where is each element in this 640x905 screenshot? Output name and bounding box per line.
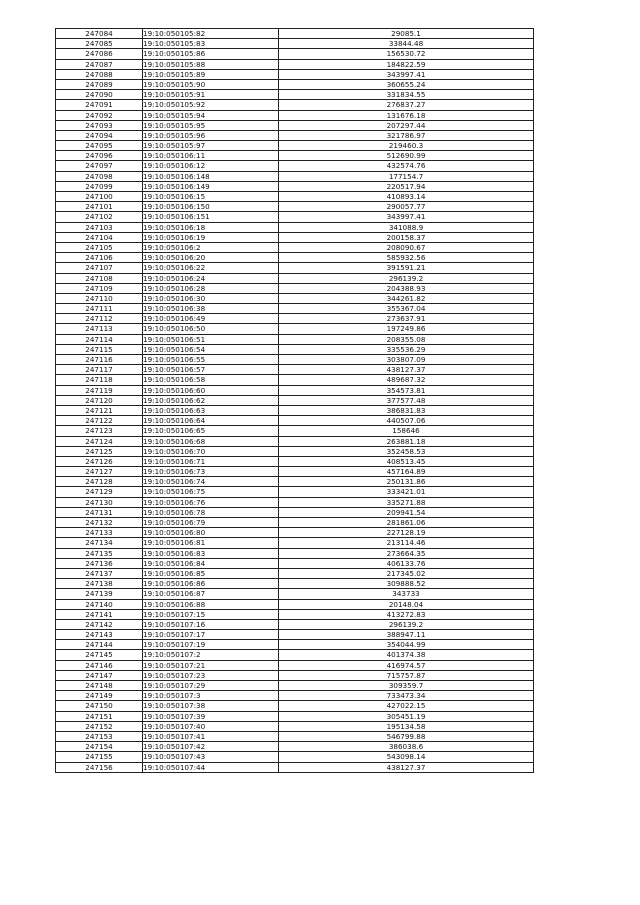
table-row bbox=[56, 222, 534, 232]
table-row bbox=[56, 650, 534, 660]
table-row bbox=[56, 334, 534, 344]
row-id-cell: 247118 bbox=[56, 375, 143, 385]
cadastral-number-cell: 19:10:050106:75 bbox=[143, 487, 279, 497]
cadastral-value-cell: 213114.46 bbox=[279, 538, 534, 548]
cadastral-value-cell: 331834.55 bbox=[279, 90, 534, 100]
cadastral-number-cell: 19:10:050106:2 bbox=[143, 242, 279, 252]
table-row bbox=[56, 477, 534, 487]
cadastral-number-cell: 19:10:050107:43 bbox=[143, 752, 279, 762]
table-row bbox=[56, 518, 534, 528]
cadastral-value-cell: 296139.2 bbox=[279, 273, 534, 283]
table-row bbox=[56, 49, 534, 59]
cadastral-number-cell: 19:10:050107:38 bbox=[143, 701, 279, 711]
cadastral-value-cell: 273664.35 bbox=[279, 548, 534, 558]
cadastral-number-cell: 19:10:050105:92 bbox=[143, 100, 279, 110]
cadastral-number-cell: 19:10:050106:81 bbox=[143, 538, 279, 548]
cadastral-number-cell: 19:10:050106:79 bbox=[143, 518, 279, 528]
table-row bbox=[56, 670, 534, 680]
cadastral-value-cell: 344261.82 bbox=[279, 293, 534, 303]
table-row bbox=[56, 436, 534, 446]
table-row bbox=[56, 212, 534, 222]
cadastral-value-cell: 432574.76 bbox=[279, 161, 534, 171]
row-id-cell: 247109 bbox=[56, 283, 143, 293]
cadastral-value-cell: 200158.37 bbox=[279, 232, 534, 242]
cadastral-number-cell: 19:10:050106:20 bbox=[143, 253, 279, 263]
cadastral-value-cell: 250131.86 bbox=[279, 477, 534, 487]
row-id-cell: 247130 bbox=[56, 497, 143, 507]
row-id-cell: 247150 bbox=[56, 701, 143, 711]
table-row bbox=[56, 141, 534, 151]
table-row bbox=[56, 395, 534, 405]
table-row bbox=[56, 640, 534, 650]
table-row bbox=[56, 630, 534, 640]
table-row bbox=[56, 130, 534, 140]
table-row bbox=[56, 599, 534, 609]
table-row bbox=[56, 568, 534, 578]
cadastral-number-cell: 19:10:050106:30 bbox=[143, 293, 279, 303]
cadastral-value-cell: 303807.09 bbox=[279, 355, 534, 365]
row-id-cell: 247136 bbox=[56, 558, 143, 568]
cadastral-number-cell: 19:10:050105:82 bbox=[143, 29, 279, 39]
cadastral-value-cell: 585932.56 bbox=[279, 253, 534, 263]
table-row bbox=[56, 579, 534, 589]
table-row bbox=[56, 589, 534, 599]
cadastral-value-cell: 386831.83 bbox=[279, 405, 534, 415]
cadastral-value-cell: 158646 bbox=[279, 426, 534, 436]
table-row bbox=[56, 324, 534, 334]
table-row bbox=[56, 39, 534, 49]
table-row bbox=[56, 752, 534, 762]
cadastral-number-cell: 19:10:050106:54 bbox=[143, 344, 279, 354]
table-row bbox=[56, 416, 534, 426]
row-id-cell: 247134 bbox=[56, 538, 143, 548]
cadastral-number-cell: 19:10:050106:63 bbox=[143, 405, 279, 415]
table-row bbox=[56, 538, 534, 548]
row-id-cell: 247127 bbox=[56, 467, 143, 477]
cadastral-value-cell: 296139.2 bbox=[279, 619, 534, 629]
table-row bbox=[56, 29, 534, 39]
cadastral-value-cell: 177154.7 bbox=[279, 171, 534, 181]
table-row bbox=[56, 293, 534, 303]
row-id-cell: 247151 bbox=[56, 711, 143, 721]
cadastral-value-cell: 131676.18 bbox=[279, 110, 534, 120]
table-row bbox=[56, 365, 534, 375]
cadastral-number-cell: 19:10:050105:95 bbox=[143, 120, 279, 130]
cadastral-value-cell: 413272.83 bbox=[279, 609, 534, 619]
cadastral-number-cell: 19:10:050106:64 bbox=[143, 416, 279, 426]
cadastral-value-cell: 352458.53 bbox=[279, 446, 534, 456]
table-row bbox=[56, 90, 534, 100]
row-id-cell: 247119 bbox=[56, 385, 143, 395]
row-id-cell: 247133 bbox=[56, 528, 143, 538]
cadastral-number-cell: 19:10:050105:89 bbox=[143, 69, 279, 79]
row-id-cell: 247090 bbox=[56, 90, 143, 100]
table-row bbox=[56, 79, 534, 89]
cadastral-value-cell: 440507.06 bbox=[279, 416, 534, 426]
table-row bbox=[56, 375, 534, 385]
row-id-cell: 247144 bbox=[56, 640, 143, 650]
row-id-cell: 247141 bbox=[56, 609, 143, 619]
cadastral-value-cell: 733473.34 bbox=[279, 691, 534, 701]
cadastral-number-cell: 19:10:050105:83 bbox=[143, 39, 279, 49]
table-row bbox=[56, 232, 534, 242]
table-row bbox=[56, 691, 534, 701]
cadastral-number-cell: 19:10:050106:88 bbox=[143, 599, 279, 609]
table-row bbox=[56, 681, 534, 691]
cadastral-value-cell: 276837.27 bbox=[279, 100, 534, 110]
cadastral-value-cell: 208090.67 bbox=[279, 242, 534, 252]
cadastral-number-cell: 19:10:050106:148 bbox=[143, 171, 279, 181]
row-id-cell: 247111 bbox=[56, 304, 143, 314]
cadastral-number-cell: 19:10:050106:60 bbox=[143, 385, 279, 395]
cadastral-value-cell: 281861.06 bbox=[279, 518, 534, 528]
row-id-cell: 247116 bbox=[56, 355, 143, 365]
table-row bbox=[56, 161, 534, 171]
table-row bbox=[56, 100, 534, 110]
cadastral-value-cell: 354044.99 bbox=[279, 640, 534, 650]
cadastral-value-cell: 354573.81 bbox=[279, 385, 534, 395]
cadastral-number-cell: 19:10:050106:68 bbox=[143, 436, 279, 446]
cadastral-number-cell: 19:10:050106:83 bbox=[143, 548, 279, 558]
cadastral-value-cell: 195134.58 bbox=[279, 721, 534, 731]
table-row bbox=[56, 467, 534, 477]
table-row bbox=[56, 609, 534, 619]
cadastral-value-cell: 360655.24 bbox=[279, 79, 534, 89]
cadastral-value-cell: 227128.19 bbox=[279, 528, 534, 538]
cadastral-number-cell: 19:10:050107:16 bbox=[143, 619, 279, 629]
row-id-cell: 247096 bbox=[56, 151, 143, 161]
cadastral-value-cell: 29085.1 bbox=[279, 29, 534, 39]
cadastral-value-cell: 20148.04 bbox=[279, 599, 534, 609]
cadastral-number-cell: 19:10:050106:80 bbox=[143, 528, 279, 538]
row-id-cell: 247154 bbox=[56, 742, 143, 752]
row-id-cell: 247120 bbox=[56, 395, 143, 405]
row-id-cell: 247126 bbox=[56, 456, 143, 466]
row-id-cell: 247099 bbox=[56, 181, 143, 191]
cadastral-number-cell: 19:10:050106:58 bbox=[143, 375, 279, 385]
table-row bbox=[56, 558, 534, 568]
row-id-cell: 247155 bbox=[56, 752, 143, 762]
cadastral-value-cell: 343997.41 bbox=[279, 69, 534, 79]
cadastral-number-cell: 19:10:050105:90 bbox=[143, 79, 279, 89]
table-row bbox=[56, 385, 534, 395]
cadastral-number-cell: 19:10:050105:96 bbox=[143, 130, 279, 140]
cadastral-number-cell: 19:10:050106:50 bbox=[143, 324, 279, 334]
cadastral-value-cell: 184822.59 bbox=[279, 59, 534, 69]
row-id-cell: 247108 bbox=[56, 273, 143, 283]
row-id-cell: 247086 bbox=[56, 49, 143, 59]
cadastral-number-cell: 19:10:050106:18 bbox=[143, 222, 279, 232]
row-id-cell: 247153 bbox=[56, 731, 143, 741]
cadastral-number-cell: 19:10:050106:12 bbox=[143, 161, 279, 171]
cadastral-value-cell: 401374.38 bbox=[279, 650, 534, 660]
table-row bbox=[56, 528, 534, 538]
cadastral-number-cell: 19:10:050106:151 bbox=[143, 212, 279, 222]
cadastral-number-cell: 19:10:050106:85 bbox=[143, 568, 279, 578]
table-row bbox=[56, 283, 534, 293]
row-id-cell: 247124 bbox=[56, 436, 143, 446]
cadastral-number-cell: 19:10:050106:73 bbox=[143, 467, 279, 477]
row-id-cell: 247149 bbox=[56, 691, 143, 701]
cadastral-number-cell: 19:10:050107:39 bbox=[143, 711, 279, 721]
cadastral-value-cell: 335271.88 bbox=[279, 497, 534, 507]
row-id-cell: 247117 bbox=[56, 365, 143, 375]
cadastral-number-cell: 19:10:050107:2 bbox=[143, 650, 279, 660]
row-id-cell: 247146 bbox=[56, 660, 143, 670]
table-row bbox=[56, 762, 534, 772]
cadastral-number-cell: 19:10:050107:15 bbox=[143, 609, 279, 619]
row-id-cell: 247093 bbox=[56, 120, 143, 130]
row-id-cell: 247097 bbox=[56, 161, 143, 171]
cadastral-value-cell: 543098.14 bbox=[279, 752, 534, 762]
table-row bbox=[56, 731, 534, 741]
cadastral-value-cell: 208355.08 bbox=[279, 334, 534, 344]
cadastral-value-cell: 156530.72 bbox=[279, 49, 534, 59]
cadastral-value-cell: 305451.19 bbox=[279, 711, 534, 721]
cadastral-value-cell: 309359.7 bbox=[279, 681, 534, 691]
cadastral-number-cell: 19:10:050105:94 bbox=[143, 110, 279, 120]
table-row bbox=[56, 59, 534, 69]
table-row bbox=[56, 253, 534, 263]
row-id-cell: 247084 bbox=[56, 29, 143, 39]
row-id-cell: 247122 bbox=[56, 416, 143, 426]
row-id-cell: 247107 bbox=[56, 263, 143, 273]
cadastral-number-cell: 19:10:050107:17 bbox=[143, 630, 279, 640]
cadastral-number-cell: 19:10:050106:22 bbox=[143, 263, 279, 273]
cadastral-value-cell: 333421.01 bbox=[279, 487, 534, 497]
cadastral-number-cell: 19:10:050106:78 bbox=[143, 507, 279, 517]
table-row bbox=[56, 701, 534, 711]
row-id-cell: 247094 bbox=[56, 130, 143, 140]
cadastral-value-cell: 309888.52 bbox=[279, 579, 534, 589]
cadastral-value-cell: 197249.86 bbox=[279, 324, 534, 334]
table-row bbox=[56, 426, 534, 436]
cadastral-number-cell: 19:10:050106:49 bbox=[143, 314, 279, 324]
table-row bbox=[56, 548, 534, 558]
cadastral-number-cell: 19:10:050106:149 bbox=[143, 181, 279, 191]
cadastral-number-cell: 19:10:050105:88 bbox=[143, 59, 279, 69]
table-row bbox=[56, 263, 534, 273]
row-id-cell: 247098 bbox=[56, 171, 143, 181]
table-row bbox=[56, 619, 534, 629]
row-id-cell: 247139 bbox=[56, 589, 143, 599]
cadastral-value-cell: 343997.41 bbox=[279, 212, 534, 222]
cadastral-value-cell: 377577.48 bbox=[279, 395, 534, 405]
cadastral-value-cell: 290057.77 bbox=[279, 202, 534, 212]
row-id-cell: 247125 bbox=[56, 446, 143, 456]
cadastral-number-cell: 19:10:050106:65 bbox=[143, 426, 279, 436]
table-row bbox=[56, 151, 534, 161]
cadastral-value-cell: 263881.18 bbox=[279, 436, 534, 446]
cadastral-number-cell: 19:10:050106:55 bbox=[143, 355, 279, 365]
cadastral-value-cell: 341088.9 bbox=[279, 222, 534, 232]
cadastral-value-cell: 386038.6 bbox=[279, 742, 534, 752]
cadastral-value-table bbox=[55, 28, 534, 773]
table-row bbox=[56, 711, 534, 721]
table-row bbox=[56, 456, 534, 466]
cadastral-value-cell: 335536.29 bbox=[279, 344, 534, 354]
cadastral-number-cell: 19:10:050107:42 bbox=[143, 742, 279, 752]
row-id-cell: 247143 bbox=[56, 630, 143, 640]
cadastral-value-cell: 209941.54 bbox=[279, 507, 534, 517]
row-id-cell: 247114 bbox=[56, 334, 143, 344]
cadastral-value-cell: 321786.97 bbox=[279, 130, 534, 140]
row-id-cell: 247128 bbox=[56, 477, 143, 487]
cadastral-number-cell: 19:10:050106:24 bbox=[143, 273, 279, 283]
row-id-cell: 247101 bbox=[56, 202, 143, 212]
table-row bbox=[56, 742, 534, 752]
row-id-cell: 247132 bbox=[56, 518, 143, 528]
cadastral-value-cell: 33844.48 bbox=[279, 39, 534, 49]
row-id-cell: 247140 bbox=[56, 599, 143, 609]
row-id-cell: 247138 bbox=[56, 579, 143, 589]
row-id-cell: 247152 bbox=[56, 721, 143, 731]
table-row bbox=[56, 192, 534, 202]
cadastral-value-cell: 438127.37 bbox=[279, 762, 534, 772]
cadastral-number-cell: 19:10:050107:21 bbox=[143, 660, 279, 670]
row-id-cell: 247123 bbox=[56, 426, 143, 436]
row-id-cell: 247085 bbox=[56, 39, 143, 49]
cadastral-value-cell: 391591.21 bbox=[279, 263, 534, 273]
table-row bbox=[56, 405, 534, 415]
row-id-cell: 247100 bbox=[56, 192, 143, 202]
row-id-cell: 247091 bbox=[56, 100, 143, 110]
table-row bbox=[56, 69, 534, 79]
table-row bbox=[56, 721, 534, 731]
row-id-cell: 247113 bbox=[56, 324, 143, 334]
table-row bbox=[56, 344, 534, 354]
cadastral-value-cell: 217345.02 bbox=[279, 568, 534, 578]
cadastral-number-cell: 19:10:050105:91 bbox=[143, 90, 279, 100]
table-row bbox=[56, 242, 534, 252]
cadastral-number-cell: 19:10:050106:15 bbox=[143, 192, 279, 202]
row-id-cell: 247131 bbox=[56, 507, 143, 517]
cadastral-number-cell: 19:10:050106:76 bbox=[143, 497, 279, 507]
row-id-cell: 247089 bbox=[56, 79, 143, 89]
cadastral-value-cell: 489687.32 bbox=[279, 375, 534, 385]
cadastral-number-cell: 19:10:050106:19 bbox=[143, 232, 279, 242]
row-id-cell: 247095 bbox=[56, 141, 143, 151]
cadastral-value-cell: 388947.11 bbox=[279, 630, 534, 640]
table-row bbox=[56, 273, 534, 283]
table-row bbox=[56, 446, 534, 456]
table-row bbox=[56, 355, 534, 365]
table-row bbox=[56, 314, 534, 324]
row-id-cell: 247115 bbox=[56, 344, 143, 354]
cadastral-number-cell: 19:10:050106:74 bbox=[143, 477, 279, 487]
row-id-cell: 247135 bbox=[56, 548, 143, 558]
cadastral-value-cell: 207297.44 bbox=[279, 120, 534, 130]
cadastral-number-cell: 19:10:050106:57 bbox=[143, 365, 279, 375]
cadastral-number-cell: 19:10:050106:38 bbox=[143, 304, 279, 314]
cadastral-number-cell: 19:10:050106:51 bbox=[143, 334, 279, 344]
table-row bbox=[56, 120, 534, 130]
cadastral-number-cell: 19:10:050106:28 bbox=[143, 283, 279, 293]
cadastral-value-cell: 715757.87 bbox=[279, 670, 534, 680]
row-id-cell: 247103 bbox=[56, 222, 143, 232]
cadastral-number-cell: 19:10:050106:150 bbox=[143, 202, 279, 212]
cadastral-number-cell: 19:10:050106:84 bbox=[143, 558, 279, 568]
cadastral-number-cell: 19:10:050106:62 bbox=[143, 395, 279, 405]
cadastral-number-cell: 19:10:050107:3 bbox=[143, 691, 279, 701]
table-row bbox=[56, 110, 534, 120]
cadastral-value-cell: 512690.99 bbox=[279, 151, 534, 161]
cadastral-value-cell: 416974.57 bbox=[279, 660, 534, 670]
row-id-cell: 247088 bbox=[56, 69, 143, 79]
row-id-cell: 247087 bbox=[56, 59, 143, 69]
row-id-cell: 247112 bbox=[56, 314, 143, 324]
table-row bbox=[56, 171, 534, 181]
cadastral-value-cell: 408513.45 bbox=[279, 456, 534, 466]
row-id-cell: 247142 bbox=[56, 619, 143, 629]
row-id-cell: 247104 bbox=[56, 232, 143, 242]
row-id-cell: 247102 bbox=[56, 212, 143, 222]
cadastral-value-cell: 355367.04 bbox=[279, 304, 534, 314]
table-row bbox=[56, 304, 534, 314]
cadastral-number-cell: 19:10:050106:86 bbox=[143, 579, 279, 589]
cadastral-number-cell: 19:10:050105:86 bbox=[143, 49, 279, 59]
cadastral-number-cell: 19:10:050107:44 bbox=[143, 762, 279, 772]
cadastral-number-cell: 19:10:050107:23 bbox=[143, 670, 279, 680]
cadastral-value-cell: 406133.76 bbox=[279, 558, 534, 568]
cadastral-number-cell: 19:10:050107:29 bbox=[143, 681, 279, 691]
cadastral-value-cell: 457164.89 bbox=[279, 467, 534, 477]
table-row bbox=[56, 660, 534, 670]
row-id-cell: 247105 bbox=[56, 242, 143, 252]
table-row bbox=[56, 507, 534, 517]
cadastral-value-cell: 343733 bbox=[279, 589, 534, 599]
cadastral-value-cell: 273637.91 bbox=[279, 314, 534, 324]
row-id-cell: 247147 bbox=[56, 670, 143, 680]
cadastral-number-cell: 19:10:050106:71 bbox=[143, 456, 279, 466]
row-id-cell: 247145 bbox=[56, 650, 143, 660]
cadastral-number-cell: 19:10:050106:87 bbox=[143, 589, 279, 599]
cadastral-value-cell: 410893.14 bbox=[279, 192, 534, 202]
cadastral-number-cell: 19:10:050105:97 bbox=[143, 141, 279, 151]
cadastral-number-cell: 19:10:050107:41 bbox=[143, 731, 279, 741]
cadastral-value-cell: 220517.94 bbox=[279, 181, 534, 191]
cadastral-value-cell: 427022.15 bbox=[279, 701, 534, 711]
table-row bbox=[56, 497, 534, 507]
cadastral-value-cell: 438127.37 bbox=[279, 365, 534, 375]
row-id-cell: 247106 bbox=[56, 253, 143, 263]
row-id-cell: 247121 bbox=[56, 405, 143, 415]
cadastral-number-cell: 19:10:050106:11 bbox=[143, 151, 279, 161]
row-id-cell: 247156 bbox=[56, 762, 143, 772]
cadastral-value-cell: 219460.3 bbox=[279, 141, 534, 151]
cadastral-number-cell: 19:10:050106:70 bbox=[143, 446, 279, 456]
row-id-cell: 247137 bbox=[56, 568, 143, 578]
table-row bbox=[56, 487, 534, 497]
table-row bbox=[56, 181, 534, 191]
cadastral-value-cell: 546799.88 bbox=[279, 731, 534, 741]
table-body bbox=[56, 29, 534, 773]
cadastral-value-cell: 204388.93 bbox=[279, 283, 534, 293]
row-id-cell: 247129 bbox=[56, 487, 143, 497]
table-row bbox=[56, 202, 534, 212]
row-id-cell: 247092 bbox=[56, 110, 143, 120]
cadastral-number-cell: 19:10:050107:40 bbox=[143, 721, 279, 731]
row-id-cell: 247148 bbox=[56, 681, 143, 691]
cadastral-number-cell: 19:10:050107:19 bbox=[143, 640, 279, 650]
row-id-cell: 247110 bbox=[56, 293, 143, 303]
